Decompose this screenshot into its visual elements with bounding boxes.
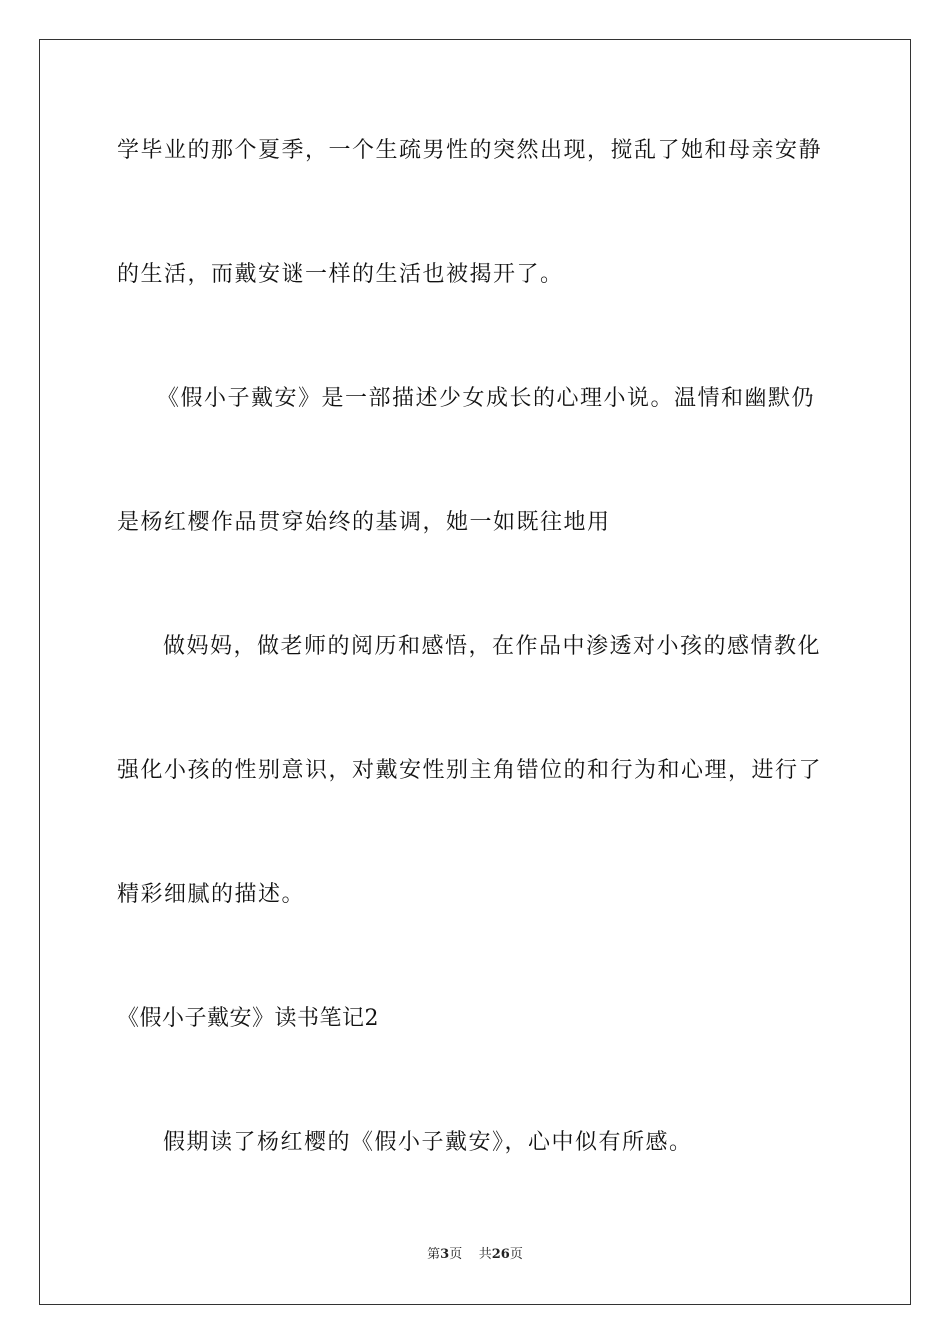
paragraph-line-8: 假期读了杨红樱的《假小子戴安》，心中似有所感。 — [163, 1130, 693, 1155]
footer-page-number: 3 — [440, 1247, 450, 1262]
paragraph-line-4: 是杨红樱作品贯穿始终的基调，她一如既往地用 — [117, 510, 611, 535]
paragraph-line-6: 强化小孩的性别意识，对戴安性别主角错位的和行为和心理，进行了 — [117, 758, 823, 783]
paragraph-line-3: 《假小子戴安》是一部描述少女成长的心理小说。温情和幽默仍 — [157, 386, 816, 411]
paragraph-line-5: 做妈妈，做老师的阅历和感悟，在作品中渗透对小孩的感情教化 — [163, 634, 822, 659]
page-border — [39, 39, 911, 1305]
page-footer — [0, 1245, 950, 1265]
section-heading: 《假小子戴安》读书笔记2 — [117, 1006, 379, 1031]
footer-total-pages: 26 — [491, 1247, 510, 1262]
footer-page-prefix: 第 — [427, 1247, 441, 1262]
footer-page-unit: 页 — [449, 1247, 463, 1262]
paragraph-line-7: 精彩细腻的描述。 — [117, 882, 306, 907]
footer-total-prefix: 共 — [478, 1247, 492, 1262]
paragraph-line-2: 的生活，而戴安谜一样的生活也被揭开了。 — [117, 262, 564, 287]
footer-total-unit: 页 — [509, 1247, 523, 1262]
paragraph-line-1: 学毕业的那个夏季，一个生疏男性的突然出现，搅乱了她和母亲安静 — [117, 138, 823, 163]
